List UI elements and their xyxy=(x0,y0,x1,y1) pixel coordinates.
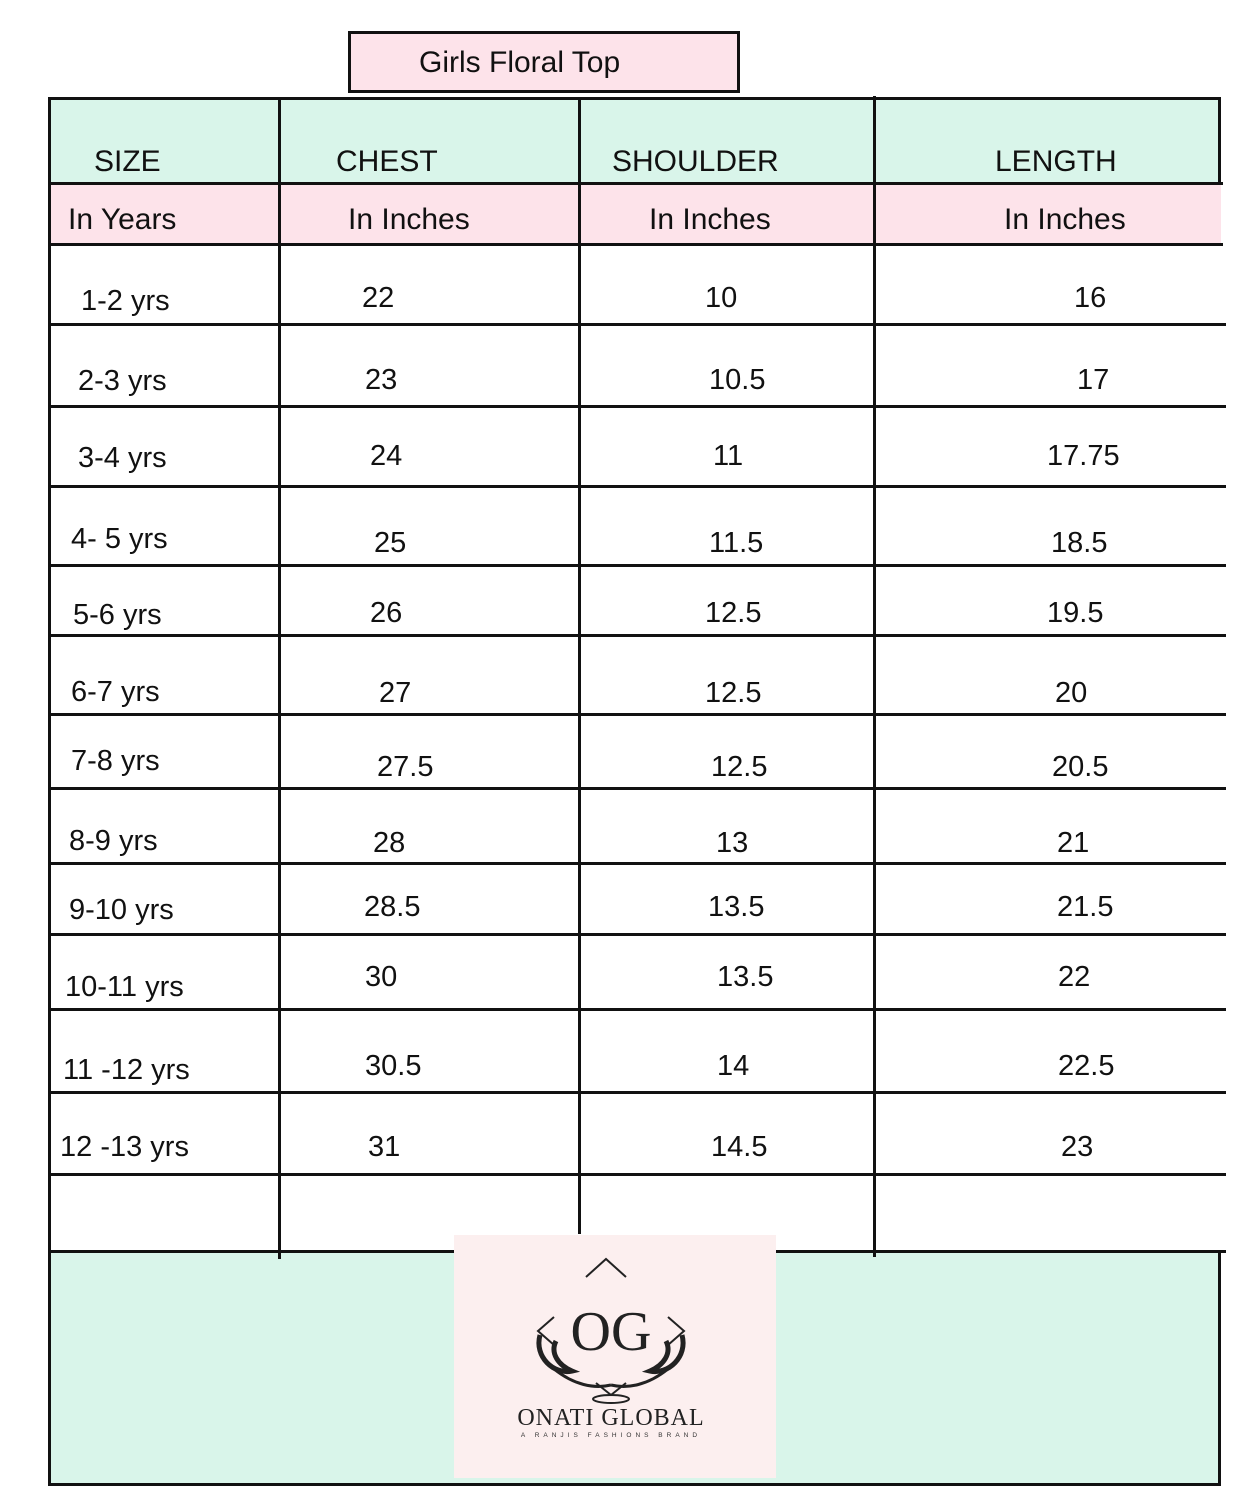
header-chest: CHEST xyxy=(336,145,438,178)
cell-shoulder: 14.5 xyxy=(711,1131,768,1163)
onati-global-logo-icon xyxy=(454,1235,776,1478)
row-divider xyxy=(51,485,1226,488)
row-divider xyxy=(51,182,1223,185)
cell-size: 11 -12 yrs xyxy=(63,1054,190,1086)
cell-length: 17 xyxy=(1077,364,1110,396)
cell-shoulder: 10.5 xyxy=(709,364,766,396)
column-divider xyxy=(873,96,876,1257)
chart-title: Girls Floral Top xyxy=(419,46,621,79)
row-divider xyxy=(51,787,1226,790)
row-divider xyxy=(51,1173,1226,1176)
header-length: LENGTH xyxy=(995,145,1117,178)
header-size: SIZE xyxy=(94,145,161,178)
cell-length: 20 xyxy=(1055,677,1088,709)
row-divider xyxy=(51,243,1223,246)
cell-shoulder: 11 xyxy=(713,440,744,472)
row-divider xyxy=(51,933,1226,936)
cell-chest: 22 xyxy=(362,282,395,314)
cell-size: 2-3 yrs xyxy=(78,365,167,397)
cell-size: 9-10 yrs xyxy=(69,894,174,926)
cell-length: 16 xyxy=(1074,282,1107,314)
unit-length: In Inches xyxy=(1004,203,1126,236)
cell-chest: 30.5 xyxy=(365,1050,422,1082)
row-divider xyxy=(51,862,1226,865)
unit-shoulder: In Inches xyxy=(649,203,771,236)
cell-shoulder: 14 xyxy=(717,1050,750,1082)
cell-shoulder: 12.5 xyxy=(705,597,762,629)
row-divider xyxy=(51,323,1226,326)
cell-chest: 26 xyxy=(370,597,403,629)
cell-shoulder: 13.5 xyxy=(708,891,765,923)
cell-chest: 28.5 xyxy=(364,891,421,923)
cell-chest: 25 xyxy=(374,527,407,559)
cell-length: 22.5 xyxy=(1058,1050,1115,1082)
cell-shoulder: 12.5 xyxy=(705,677,762,709)
cell-chest: 28 xyxy=(373,827,406,859)
cell-length: 18.5 xyxy=(1051,527,1108,559)
row-divider xyxy=(51,405,1226,408)
cell-chest: 31 xyxy=(368,1131,401,1163)
cell-size: 1-2 yrs xyxy=(81,285,170,317)
cell-size: 10-11 yrs xyxy=(65,971,184,1003)
cell-length: 21 xyxy=(1057,827,1090,859)
cell-chest: 30 xyxy=(365,961,398,993)
brand-logo xyxy=(454,1235,776,1478)
cell-length: 19.5 xyxy=(1047,597,1104,629)
cell-chest: 23 xyxy=(365,364,398,396)
unit-size: In Years xyxy=(68,203,177,236)
cell-size: 3-4 yrs xyxy=(78,442,167,474)
cell-shoulder: 11.5 xyxy=(709,527,764,559)
row-divider xyxy=(51,634,1226,637)
row-divider xyxy=(51,1008,1226,1011)
cell-size: 5-6 yrs xyxy=(73,599,162,631)
row-divider xyxy=(51,1091,1226,1094)
cell-shoulder: 13.5 xyxy=(717,961,774,993)
cell-chest: 27 xyxy=(379,677,412,709)
cell-size: 8-9 yrs xyxy=(69,825,158,857)
row-divider xyxy=(51,713,1226,716)
cell-shoulder: 12.5 xyxy=(711,751,768,783)
logo-tagline: A RANJIS FASHIONS BRAND xyxy=(520,1432,702,1439)
cell-length: 23 xyxy=(1061,1131,1094,1163)
cell-size: 12 -13 yrs xyxy=(60,1131,189,1163)
unit-chest: In Inches xyxy=(348,203,470,236)
cell-length: 21.5 xyxy=(1057,891,1114,923)
cell-size: 6-7 yrs xyxy=(71,676,160,708)
column-divider xyxy=(578,99,581,1234)
chart-title-box xyxy=(348,31,740,93)
cell-size: 4- 5 yrs xyxy=(71,523,168,555)
row-divider xyxy=(51,564,1226,567)
cell-chest: 27.5 xyxy=(377,751,434,783)
header-shoulder: SHOULDER xyxy=(612,145,779,178)
cell-shoulder: 10 xyxy=(705,282,738,314)
cell-size: 7-8 yrs xyxy=(71,745,160,777)
column-divider xyxy=(278,99,281,1259)
logo-monogram: OG xyxy=(570,1301,652,1363)
cell-length: 22 xyxy=(1058,961,1091,993)
cell-shoulder: 13 xyxy=(716,827,749,859)
cell-length: 20.5 xyxy=(1052,751,1109,783)
table-body xyxy=(51,245,1221,1253)
cell-length: 17.75 xyxy=(1047,440,1120,472)
logo-brand-name: ONATI GLOBAL xyxy=(517,1405,705,1431)
cell-chest: 24 xyxy=(370,440,403,472)
